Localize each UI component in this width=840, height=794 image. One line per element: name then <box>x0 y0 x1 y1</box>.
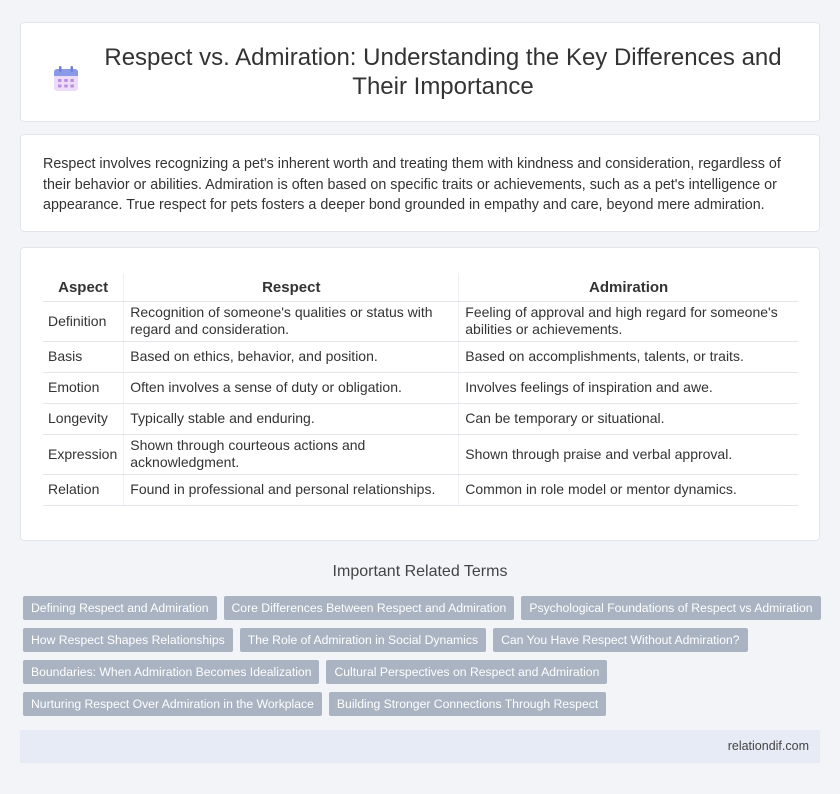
related-term-link[interactable]: Psychological Foundations of Respect vs Admiration <box>521 596 820 620</box>
table-row <box>43 434 798 474</box>
related-term-link[interactable]: The Role of Admiration in Social Dynamics <box>240 628 486 652</box>
table-cell-aspect: Basis <box>43 341 124 372</box>
table-cell-aspect: Longevity <box>43 403 124 434</box>
table-row <box>43 372 798 403</box>
table-cell-admiration: Common in role model or mentor dynamics. <box>459 474 798 505</box>
table-row <box>43 301 798 341</box>
tag-row <box>23 692 823 716</box>
related-term-link[interactable]: How Respect Shapes Relationships <box>23 628 233 652</box>
tag-row <box>23 596 823 620</box>
table-cell-aspect: Relation <box>43 474 124 505</box>
table-row <box>43 474 798 505</box>
table-cell-admiration: Can be temporary or situational. <box>459 403 798 434</box>
tag-row <box>23 628 823 652</box>
table-cell-admiration: Based on accomplishments, talents, or traits. <box>459 341 798 372</box>
column-header-respect: Respect <box>124 273 459 301</box>
table-cell-respect: Often involves a sense of duty or obligation. <box>124 372 459 403</box>
related-term-link[interactable]: Core Differences Between Respect and Admiration <box>224 596 515 620</box>
table-cell-admiration: Shown through praise and verbal approval. <box>459 434 798 474</box>
table-cell-admiration: Feeling of approval and high regard for someone's abilities or achievements. <box>459 301 798 341</box>
comparison-card <box>20 247 820 541</box>
column-header-admiration: Admiration <box>459 273 798 301</box>
intro-card <box>20 134 820 232</box>
related-term-link[interactable]: Nurturing Respect Over Admiration in the Workplace <box>23 692 322 716</box>
table-cell-respect: Shown through courteous actions and acknowledgment. <box>124 434 459 474</box>
related-term-link[interactable]: Defining Respect and Admiration <box>23 596 217 620</box>
related-term-link[interactable]: Building Stronger Connections Through Respect <box>329 692 606 716</box>
table-cell-admiration: Involves feelings of inspiration and awe. <box>459 372 798 403</box>
table-header-row <box>43 273 798 301</box>
footer <box>20 730 820 763</box>
tag-row <box>23 660 823 684</box>
table-row <box>43 403 798 434</box>
related-term-link[interactable]: Boundaries: When Admiration Becomes Idealization <box>23 660 319 684</box>
calendar-icon <box>52 65 80 93</box>
related-term-link[interactable]: Cultural Perspectives on Respect and Admiration <box>326 660 607 684</box>
table-cell-respect: Based on ethics, behavior, and position. <box>124 341 459 372</box>
table-cell-aspect: Emotion <box>43 372 124 403</box>
intro-text: Respect involves recognizing a pet's inherent worth and treating them with kindness and consideration, regardless of their behavior or abilities. Admiration is often based on specific traits or achievements, such as a pet's intelligence or appearance. True respect for pets fosters a deeper bond grounded in empathy and care, beyond mere admiration. <box>43 156 781 213</box>
related-term-link[interactable]: Can You Have Respect Without Admiration? <box>493 628 747 652</box>
table-cell-aspect: Expression <box>43 434 124 474</box>
table-row <box>43 341 798 372</box>
footer-site-link[interactable]: relationdif.com <box>727 739 809 753</box>
page-title: Respect vs. Admiration: Understanding the Key Differences and Their Importance <box>104 44 782 100</box>
related-terms-list <box>23 596 823 724</box>
related-terms-title: Important Related Terms <box>332 563 508 580</box>
header-card <box>20 22 820 122</box>
table-cell-respect: Found in professional and personal relationships. <box>124 474 459 505</box>
table-cell-respect: Recognition of someone's qualities or status with regard and consideration. <box>124 301 459 341</box>
column-header-aspect: Aspect <box>43 273 124 301</box>
table-cell-respect: Typically stable and enduring. <box>124 403 459 434</box>
table-cell-aspect: Definition <box>43 301 124 341</box>
comparison-table <box>43 273 798 506</box>
